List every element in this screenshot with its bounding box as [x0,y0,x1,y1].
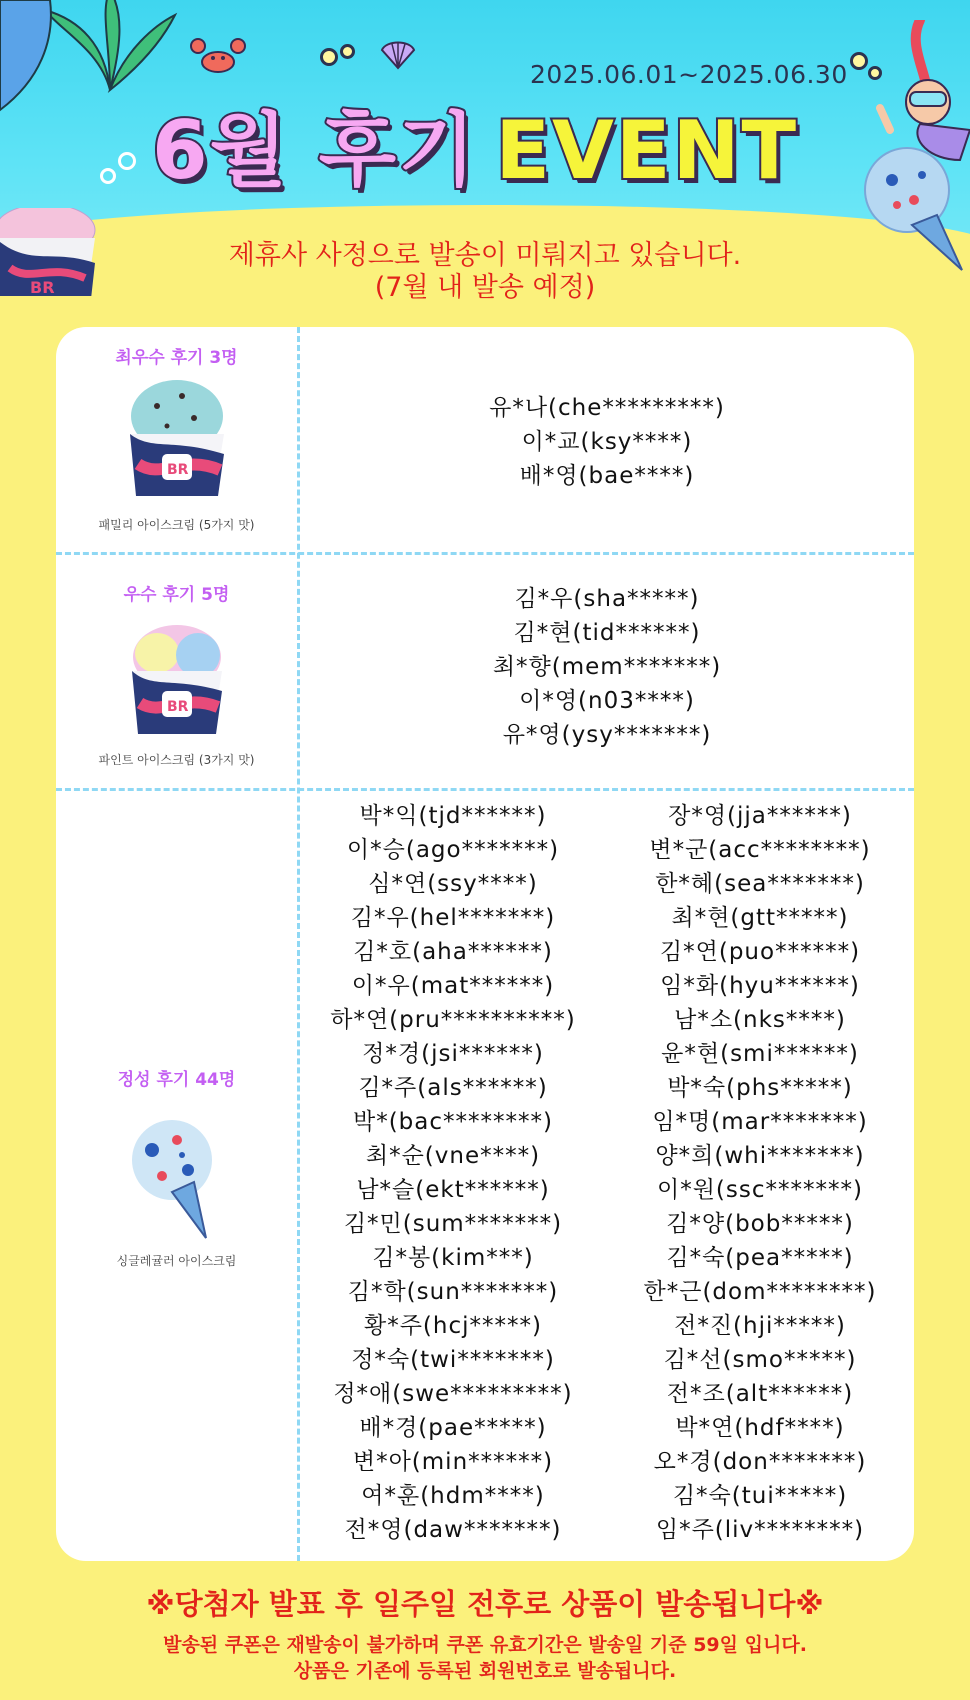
winner-entry: 임*화(hyu******) [660,973,860,999]
winner-entry: 변*아(min******) [352,1449,554,1475]
coral-icon [0,0,60,120]
winner-entry: 남*슬(ekt******) [356,1177,550,1203]
tier-best-title: 최우수 후기 3명 [115,348,238,368]
winner-entry: 임*주(liv********) [655,1517,865,1543]
winner-entry: 정*애(swe*********) [333,1381,573,1407]
winner-entry: 김*호(aha******) [353,939,553,965]
ice-cream-cone-icon [122,1110,232,1240]
tier-best-prize: 패밀리 아이스크림 (5가지 맛) [98,518,255,532]
winner-entry: 김*민(sum*******) [343,1211,563,1237]
winner-entry: 최*현(gtt*****) [671,905,849,931]
delivery-schedule-notice: (7월 내 발송 예정) [374,272,596,303]
bubble-icon [340,44,355,59]
winner-entry: 한*근(dom********) [643,1279,877,1305]
tier-sincere-prize: 싱글레귤러 아이스크림 [116,1254,237,1268]
bubble-icon [118,152,136,170]
tier-sincere [56,1065,297,1269]
winner-entry: 장*영(jja******) [668,803,852,829]
winner-entry: 김*숙(tui*****) [672,1483,848,1509]
winner-entry: 박*숙(phs*****) [667,1075,853,1101]
winner-entry: 정*숙(twi*******) [351,1347,555,1373]
winner-entry: 양*희(whi*******) [655,1143,865,1169]
shell-icon [378,36,418,70]
row-divider [56,552,914,555]
winner-entry: 황*주(hcj*****) [364,1313,542,1339]
tier-excellent-title: 우수 후기 5명 [123,585,230,605]
winners-card [56,327,914,1561]
row-divider [56,788,914,791]
winner-entry: 이*우(mat******) [351,973,555,999]
winner-entry: 이*교(ksy****) [521,429,693,455]
winner-entry: 한*혜(sea*******) [655,871,865,897]
winner-entry: 이*승(ago*******) [346,837,560,863]
crab-icon [190,36,246,76]
svg-text:BR: BR [166,699,188,715]
winner-entry: 정*경(jsi******) [362,1041,544,1067]
winner-entry: 변*군(acc********) [649,837,871,863]
winner-entry: 이*원(ssc*******) [657,1177,863,1203]
winner-entry: 배*경(pae*****) [359,1415,547,1441]
winner-entry: 최*향(mem*******) [492,654,722,680]
winner-entry: 김*봉(kim***) [372,1245,534,1271]
event-title-month: 6월 후기 [152,104,478,197]
bubble-icon [100,168,116,184]
winner-entry: 심*연(ssy****) [368,871,538,897]
delivery-delay-notice: 제휴사 사정으로 발송이 미뤄지고 있습니다. [228,240,742,271]
winner-entry: 전*조(alt******) [666,1381,854,1407]
event-title-event: EVENT [495,104,799,197]
winner-entry: 김*현(tid******) [513,620,701,646]
winner-entry: 여*훈(hdm****) [361,1483,545,1509]
ice-cream-cup-icon [122,376,232,504]
winner-entry: 배*영(bae****) [519,463,695,489]
winner-entry: 김*연(puo******) [659,939,861,965]
tier-sincere-winners-left [300,799,606,1547]
member-number-notice: 상품은 기존에 등록된 회원번호로 발송됩니다. [293,1660,677,1682]
ice-cream-cup-icon [122,619,232,739]
event-title [152,86,798,201]
tier-sincere-winners-right [606,799,914,1547]
tier-excellent-prize: 파인트 아이스크림 (3가지 맛) [98,753,255,767]
tier-best-winners [300,391,914,493]
winner-entry: 윤*현(smi******) [661,1041,859,1067]
winner-entry: 김*우(hel*******) [350,905,556,931]
winner-entry: 김*양(bob*****) [666,1211,854,1237]
winner-entry: 오*경(don*******) [653,1449,867,1475]
svg-text:BR: BR [30,278,55,297]
event-date-range: 2025.06.01~2025.06.30 [530,60,848,89]
palm-leaf-icon [40,0,180,100]
tier-best [56,343,297,533]
winner-entry: 최*순(vne****) [365,1143,541,1169]
winner-entry: 전*진(hji*****) [674,1313,846,1339]
winner-entry: 김*숙(pea*****) [666,1245,854,1271]
winner-entry: 김*학(sun*******) [347,1279,559,1305]
coupon-validity-notice: 발송된 쿠폰은 재발송이 불가하며 쿠폰 유효기간은 발송일 기준 59일 입니다. [163,1634,807,1656]
winner-entry: 김*주(als******) [358,1075,548,1101]
svg-text:BR: BR [166,462,188,478]
winner-entry: 김*우(sha*****) [514,586,700,612]
tier-sincere-title: 정성 후기 44명 [117,1070,236,1090]
bubble-icon [320,48,338,66]
winner-entry: 김*선(smo*****) [663,1347,857,1373]
winner-entry: 임*명(mar*******) [652,1109,868,1135]
tier-excellent [56,580,297,768]
winner-entry: 박*(bac********) [352,1109,553,1135]
winner-entry: 유*영(ysy*******) [502,722,712,748]
winner-entry: 전*영(daw*******) [344,1517,562,1543]
winner-entry: 하*연(pru**********) [330,1007,576,1033]
winner-entry: 박*익(tjd******) [359,803,547,829]
tier-excellent-winners [300,582,914,752]
winner-entry: 유*나(che*********) [489,395,725,421]
winner-entry: 남*소(nks****) [674,1007,846,1033]
shipping-notice-title: ※당첨자 발표 후 일주일 전후로 상품이 발송됩니다※ [146,1587,824,1621]
winner-entry: 박*연(hdf****) [675,1415,845,1441]
winner-entry: 이*영(n03****) [519,688,695,714]
